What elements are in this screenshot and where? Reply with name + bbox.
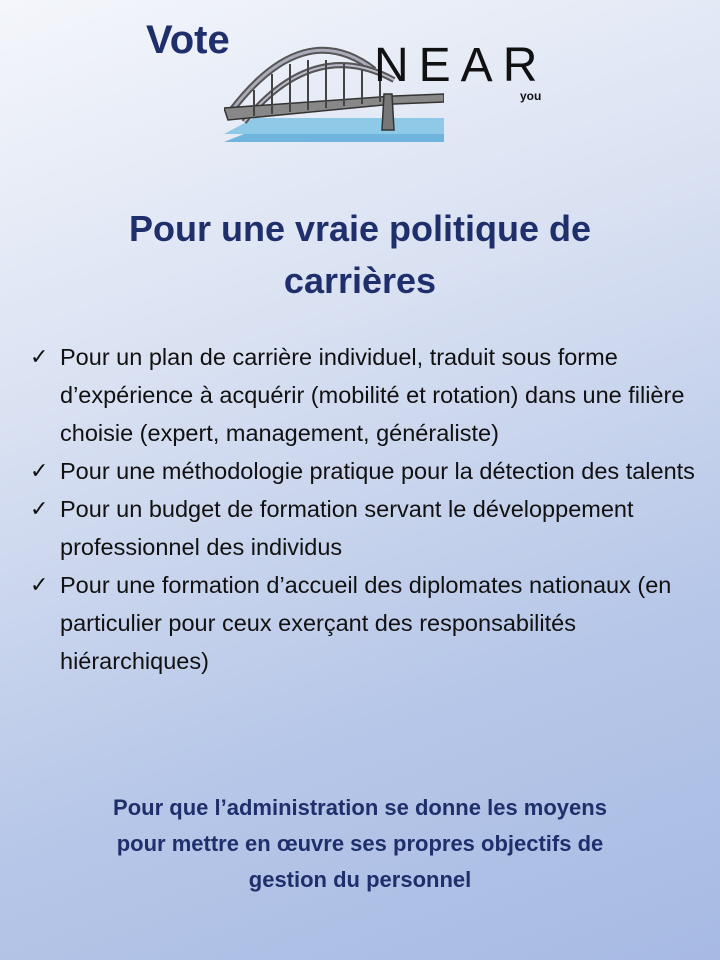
- page-title: [40, 203, 680, 307]
- proposal-list: [30, 338, 706, 680]
- footer-line-1: Pour que l’administration se donne les moyens: [113, 795, 607, 820]
- list-item: [30, 490, 706, 566]
- list-item: [30, 566, 706, 680]
- logo-subtext: you: [520, 89, 542, 103]
- vote-label: Vote: [146, 18, 230, 62]
- list-item: [30, 452, 706, 490]
- near-you-logo: [224, 30, 564, 142]
- list-item: [30, 338, 706, 452]
- footer-line-3: gestion du personnel: [248, 867, 472, 892]
- list-item-text: Pour un plan de carrière individuel, traduit sous forme d’expérience à acquérir (mobilité et rotation) dans une filière choisie (expert, management, généraliste): [60, 344, 685, 446]
- closing-statement: [30, 790, 690, 898]
- list-item-text: Pour une formation d’accueil des diplomates nationaux (en particulier pour ceux exerçant des responsabilités hiérarchiques): [60, 572, 672, 674]
- title-line-2: carrières: [283, 260, 437, 301]
- list-item-text: Pour une méthodologie pratique pour la détection des talents: [60, 458, 695, 484]
- title-line-1: Pour une vraie politique de: [128, 208, 592, 249]
- footer-line-2: pour mettre en œuvre ses propres objectifs de: [116, 831, 604, 856]
- checkmark-icon: ✓: [30, 344, 49, 369]
- checkmark-icon: ✓: [30, 496, 49, 521]
- checkmark-icon: ✓: [30, 572, 49, 597]
- logo-wordmark: NEAR: [374, 39, 548, 92]
- checkmark-icon: ✓: [30, 458, 49, 483]
- list-item-text: Pour un budget de formation servant le développement professionnel des individus: [60, 496, 634, 560]
